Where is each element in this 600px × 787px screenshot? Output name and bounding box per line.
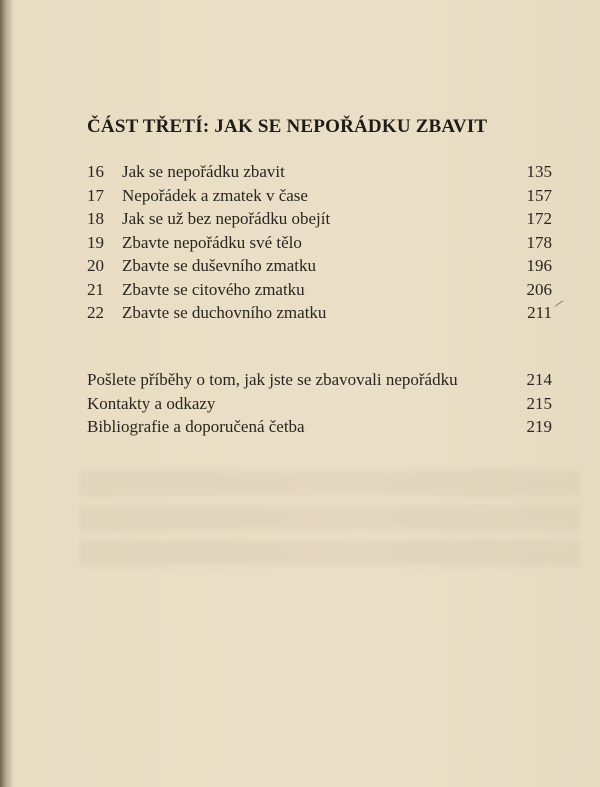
page-number: 211 bbox=[527, 303, 552, 322]
chapter-title: Nepořádek a zmatek v čase bbox=[122, 185, 308, 205]
toc-row bbox=[87, 368, 552, 392]
chapter-title: Zbavte se duševního zmatku bbox=[122, 256, 317, 275]
toc-row bbox=[87, 392, 552, 416]
chapter-list bbox=[87, 160, 552, 325]
toc-row bbox=[87, 160, 552, 184]
show-through-shadow bbox=[80, 540, 580, 566]
chapter-number: 20 bbox=[87, 256, 104, 275]
chapter-number: 18 bbox=[87, 209, 104, 228]
page-number: 206 bbox=[526, 279, 552, 299]
toc-row bbox=[87, 415, 552, 439]
page-number: 172 bbox=[526, 209, 552, 228]
chapter-number: 21 bbox=[87, 279, 104, 299]
chapter-number: 17 bbox=[87, 185, 104, 205]
chapter-number: 19 bbox=[87, 232, 104, 252]
chapter-title: Jak se nepořádku zbavit bbox=[122, 162, 285, 181]
appendix-title: Bibliografie a doporučená četba bbox=[87, 417, 305, 436]
toc-row bbox=[87, 254, 552, 278]
show-through-shadow bbox=[80, 505, 580, 531]
appendix-title: Pošlete příběhy o tom, jak jste se zbavovali nepořádku bbox=[87, 370, 458, 389]
chapter-number: 16 bbox=[87, 162, 104, 181]
toc-row bbox=[87, 278, 552, 302]
appendix-title: Kontakty a odkazy bbox=[87, 393, 216, 413]
toc-row bbox=[87, 184, 552, 208]
toc-row bbox=[87, 231, 552, 255]
page-number: 219 bbox=[526, 417, 552, 436]
pencil-mark bbox=[555, 300, 564, 307]
page-number: 196 bbox=[526, 256, 552, 275]
page-number: 157 bbox=[526, 185, 552, 205]
chapter-title: Jak se už bez nepořádku obejít bbox=[122, 209, 331, 228]
chapter-title: Zbavte se duchovního zmatku bbox=[122, 303, 327, 322]
page-number: 135 bbox=[526, 162, 552, 181]
page-number: 215 bbox=[526, 393, 552, 413]
show-through-shadow bbox=[80, 470, 580, 496]
chapter-number: 22 bbox=[87, 303, 104, 322]
appendix-list bbox=[87, 368, 552, 439]
chapter-title: Zbavte se citového zmatku bbox=[122, 279, 305, 299]
page-number: 178 bbox=[526, 232, 552, 252]
toc-row bbox=[87, 301, 552, 325]
toc-row bbox=[87, 207, 552, 231]
page-number: 214 bbox=[526, 370, 552, 389]
chapter-title: Zbavte nepořádku své tělo bbox=[122, 232, 302, 252]
part-title: ČÁST TŘETÍ: JAK SE NEPOŘÁDKU ZBAVIT bbox=[87, 116, 488, 137]
